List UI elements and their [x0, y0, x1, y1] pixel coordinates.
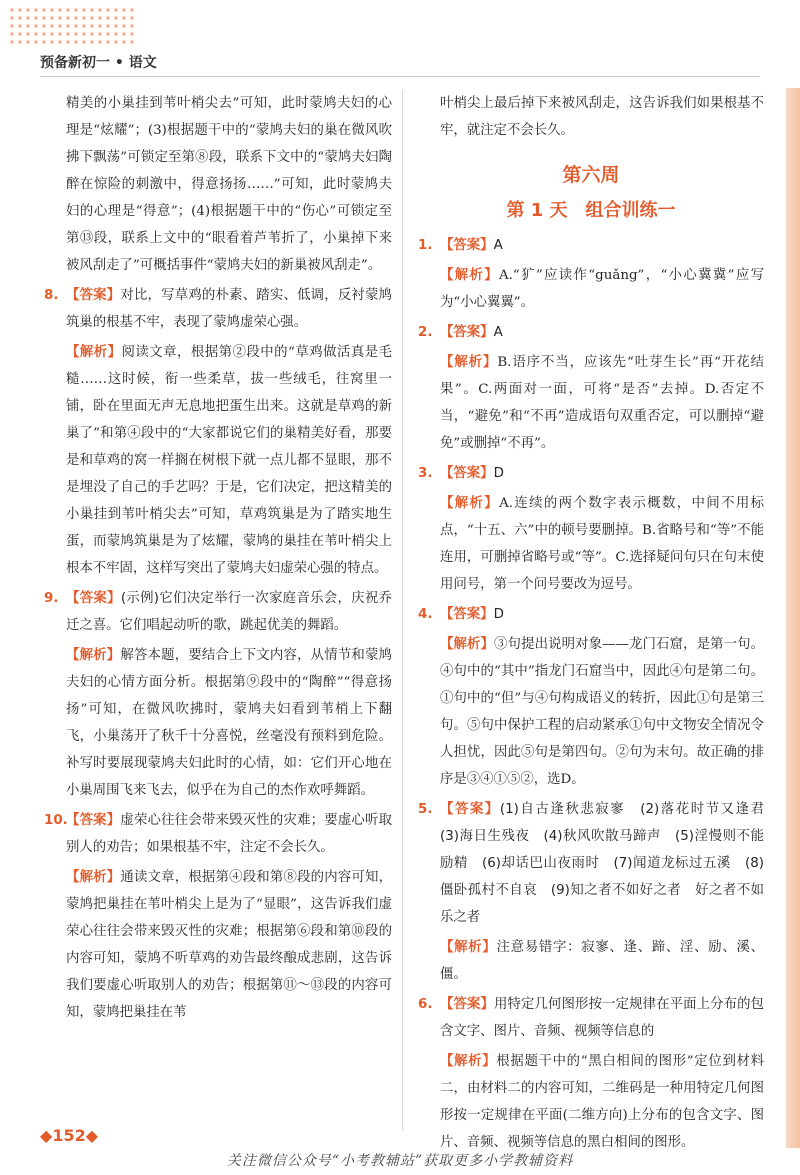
- question-item: [418, 796, 778, 931]
- explanation-tag: 【解析】: [440, 355, 498, 370]
- continued-explanation: 叶梢尖上最后掉下来被风刮走，这告诉我们如果根基不牢，就注定不会长久。: [440, 96, 764, 138]
- question-item: [418, 601, 764, 628]
- answer-text: (1)自古逢秋悲寂寥 (2)落花时节又逢君 (3)海日生残夜 (4)秋风吹散马蹄声 (5)淫慢则不能励精 (6)却话巴山夜雨时 (7)闻道龙标过五溪 (8)僵卧孤村不自哀 (9)知之者不如好之者 好之者不如乐之者: [440, 802, 778, 925]
- explanation-text: 解答本题，要结合上下文内容，从情节和蒙鸠夫妇的心情方面分析。根据第⑨段中的“陶醉”“得意扬扬”可知，在微风吹拂时，蒙鸠夫妇看到苇梢上下翻飞，小巢荡开了秋千十分喜悦，丝毫没有预料到危险。补写时要展现蒙鸠夫妇此时的心情，如：它们开心地在小巢周围飞来飞去，似乎在为自己的杰作欢呼舞蹈。: [66, 648, 393, 798]
- answer-tag: 【答案】: [440, 802, 500, 817]
- explanation-text: A.“犷”应读作“guǎng”，“小心冀冀”应写为“小心翼翼”。: [440, 268, 764, 310]
- explanation: [44, 339, 392, 582]
- answer-tag: 【答案】: [440, 607, 494, 622]
- answer-tag: 【答案】: [66, 288, 121, 303]
- question-item: [44, 282, 392, 336]
- question-number: 6.: [418, 997, 433, 1012]
- answer-text: 对比，写草鸡的朴素、踏实、低调，反衬蒙鸠筑巢的根基不牢，表现了蒙鸠虚荣心强。: [66, 288, 393, 330]
- answer-text: 虚荣心往往会带来毁灭性的灾难；要虚心听取别人的劝告；如果根基不牢，注定不会长久。: [66, 813, 393, 855]
- right-column: [418, 90, 778, 1159]
- explanation-text: ③句提出说明对象——龙门石窟，是第一句。④句中的“其中”指龙门石窟当中，因此④句是第二句。①句中的“但”与④句构成语义的转折，因此①句是第三句。⑤句中保护工程的启动紧承①句中文物安全情况令人担忧，因此⑤句是第四句。②句为末句。故正确的排序是③④①⑤②，选D。: [440, 637, 765, 787]
- explanation-tag: 【解析】: [440, 496, 500, 511]
- question-item: [44, 807, 392, 861]
- explanation-tag: 【解析】: [440, 268, 499, 283]
- explanation-tag: 【解析】: [66, 345, 122, 360]
- explanation: [418, 934, 764, 988]
- explanation-text: A.连续的两个数字表示概数，中间不用标点，“十五、六”中的顿号要删掉。B.省略号和“等”不能连用，可删掉省略号或“等”。C.选择疑问句只在句末使用问号，第一个问号要改为逗号。: [440, 496, 764, 592]
- answer-tag: 【答案】: [440, 997, 495, 1012]
- question-number: 3.: [418, 466, 433, 481]
- answer-text: D: [493, 607, 504, 622]
- answer-text: A: [493, 238, 503, 253]
- question-number: 5.: [418, 802, 433, 817]
- explanation-text: 阅读文章，根据第②段中的“草鸡做活真是毛糙……这时候，衔一些柔草，拔一些绒毛，往窝里一铺，卧在里面无声无息地把蛋生出来。这就是草鸡的新巢了”和第④段中的“大家都说它们的巢精美好看，那要是和草鸡的窝一样搁在树根下就一点儿都不显眼，那不是埋没了自己的手艺吗？于是，它们决定，把这精美的小巢挂到苇叶梢尖去”可知，草鸡筑巢是为了踏实地生蛋，而蒙鸠筑巢是为了炫耀，蒙鸠的巢挂在苇叶梢尖上根本不牢固，这样写突出了蒙鸠夫妇虚荣心强的特点。: [66, 345, 392, 576]
- question-item: [418, 991, 764, 1045]
- question-item: [44, 585, 392, 639]
- column-divider: [402, 90, 403, 1130]
- explanation: [44, 864, 392, 1026]
- explanation-tag: 【解析】: [440, 1054, 497, 1069]
- header-rule: [40, 76, 760, 77]
- answer-tag: 【答案】: [66, 813, 121, 828]
- explanation: [418, 631, 764, 793]
- left-column: [44, 90, 392, 1029]
- answer-text: (示例)它们决定举行一次家庭音乐会，庆祝乔迁之喜。它们唱起动听的歌，跳起优美的舞蹈。: [66, 591, 392, 633]
- day-title: 第 1 天 组合训练一: [506, 200, 676, 221]
- continued-explanation: 精美的小巢挂到苇叶梢尖去”可知，此时蒙鸠夫妇的心理是“炫耀”；(3)根据题干中的“蒙鸠夫妇的巢在微风吹拂下飘荡”可锁定至第⑧段，联系下文中的“蒙鸠夫妇陶醉在惊险的刺激中，得意扬扬……”可知，此时蒙鸠夫妇的心理是“得意”；(4)根据题干中的“伤心”可锁定至第⑬段，联系上文中的“眼看着芦苇折了，小巢掉下来被风刮走了”可概括事件“蒙鸠夫妇的新巢被风刮走”。: [66, 96, 392, 273]
- explanation-tag: 【解析】: [440, 637, 495, 652]
- page-edge-strip: [786, 88, 800, 1148]
- explanation: [44, 642, 392, 804]
- decorative-dot-pattern: [8, 6, 138, 46]
- answer-tag: 【答案】: [66, 591, 121, 606]
- question-number: 10.: [44, 813, 68, 828]
- answer-text: D: [493, 466, 504, 481]
- question-item: [418, 460, 764, 487]
- footer-note: 关注微信公众号“小考教辅站”获取更多小学教辅资料: [226, 1153, 574, 1169]
- answer-text: A: [493, 325, 503, 340]
- question-item: [418, 232, 764, 259]
- explanation-text: 根据题干中的“黑白相间的图形”定位到材料二，由材料二的内容可知，二维码是一种用特定几何图形按一定规律在平面(二维方向)上分布的包含文字、图片、音频、视频等信息的黑白相间的图形。: [440, 1054, 764, 1150]
- running-header: 预备新初一 • 语文: [40, 55, 157, 71]
- question-number: 2.: [418, 325, 433, 340]
- explanation-text: B.语序不当，应该先“吐芽生长”再“开花结果”。C.两面对一面，可将“是否”去掉。D.否定不当，“避免”和“不再”造成语句双重否定，可以删掉“避免”或删掉“不再”。: [440, 355, 764, 451]
- page-number: ◆152◆: [40, 1126, 99, 1145]
- answer-text: 用特定几何图形按一定规律在平面上分布的包含文字、图片、音频、视频等信息的: [440, 997, 765, 1039]
- explanation-tag: 【解析】: [66, 648, 121, 663]
- question-number: 8.: [44, 288, 59, 303]
- explanation-text: 注意易错字：寂寥、逢、蹄、淫、励、溪、僵。: [440, 940, 765, 982]
- explanation: [418, 490, 764, 598]
- question-number: 4.: [418, 607, 433, 622]
- week-title: 第六周: [562, 164, 620, 186]
- question-item: [418, 319, 764, 346]
- answer-tag: 【答案】: [440, 466, 494, 481]
- explanation: [418, 262, 764, 316]
- explanation: [418, 349, 764, 457]
- explanation-tag: 【解析】: [66, 870, 121, 885]
- question-number: 1.: [418, 238, 433, 253]
- explanation-tag: 【解析】: [440, 940, 497, 955]
- answer-tag: 【答案】: [440, 238, 494, 253]
- page-number-value: 152: [52, 1126, 86, 1145]
- question-number: 9.: [44, 591, 59, 606]
- answer-tag: 【答案】: [440, 325, 494, 340]
- explanation: [418, 1048, 764, 1156]
- explanation-text: 通读文章，根据第④段和第⑧段的内容可知，蒙鸠把巢挂在苇叶梢尖上是为了“显眼”，这告诉我们虚荣心往往会带来毁灭性的灾难；根据第⑥段和第⑩段的内容可知，蒙鸠不听草鸡的劝告最终酿成悲剧，这告诉我们要虚心听取别人的劝告；根据第⑪～⑬段的内容可知，蒙鸠把巢挂在苇: [66, 870, 393, 1020]
